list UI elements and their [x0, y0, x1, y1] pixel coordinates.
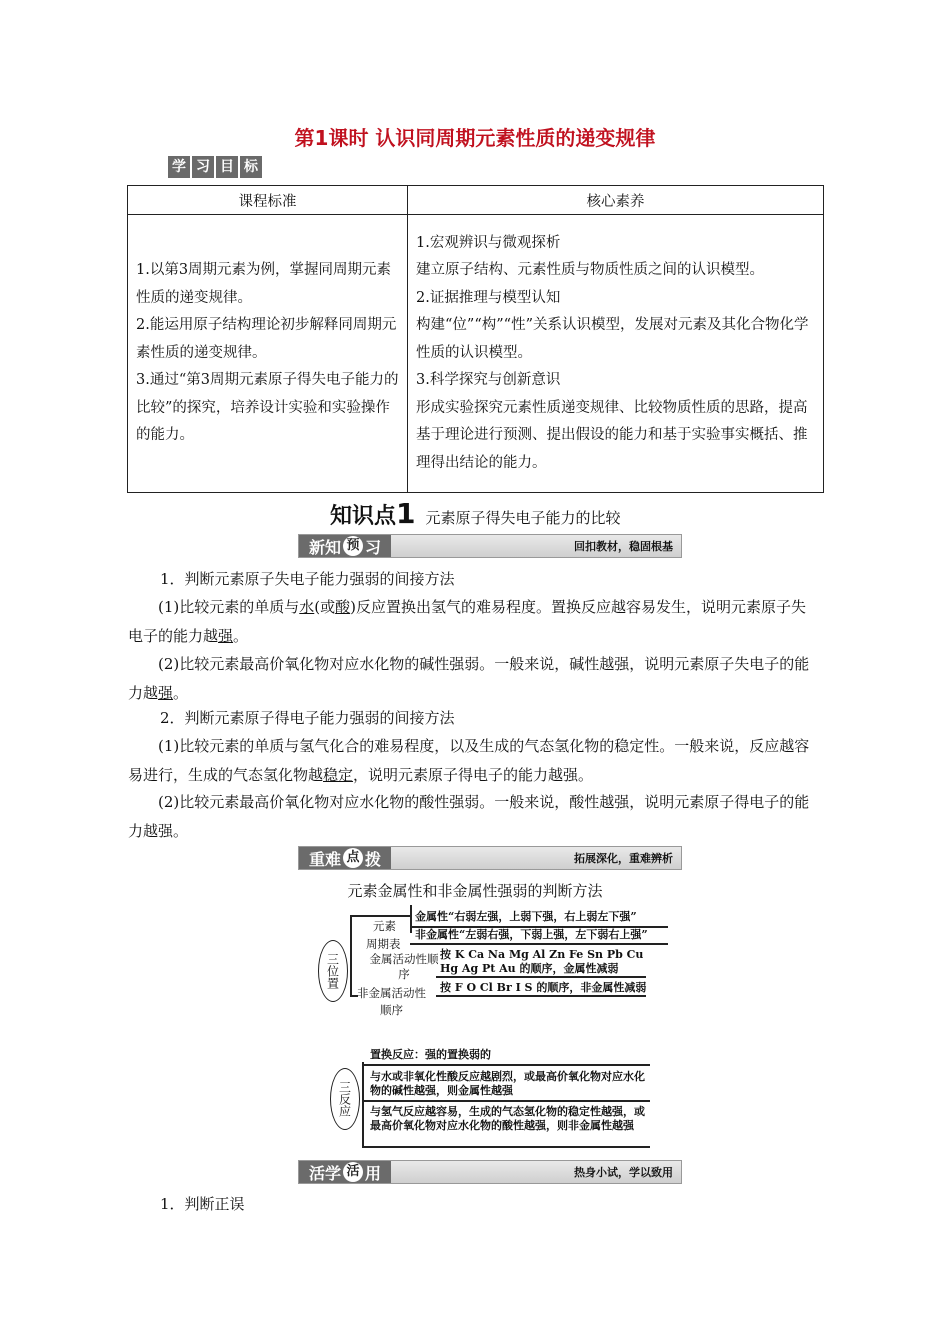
section-header	[330, 497, 621, 530]
underline	[362, 1146, 650, 1148]
section-label: 知识点1	[330, 497, 416, 530]
underline	[436, 995, 646, 997]
literacy-item: 建立原子结构、元素性质与物质性质之间的认识模型。	[416, 262, 764, 279]
banner-key-points: 重难 点 拨 拓展深化，重难辨析	[298, 846, 682, 870]
literacy-item: 3.科学探究与创新意识	[416, 372, 561, 389]
paragraph: 1．判断正误	[160, 1195, 245, 1213]
literacy-item: 形成实验探究元素性质递变规律、比较物质性质的思路，提高基于理论进行预测、提出假设的能力和基于实验事实概括、推理得出结论的能力。	[416, 399, 808, 471]
rule-displacement: 置换反应：强的置换弱的	[370, 1048, 491, 1061]
label-element: 元素	[373, 919, 396, 933]
rule-metal: 金属性“右弱左强，上弱下强，右上弱左下强”	[415, 910, 637, 923]
goals-table	[127, 185, 824, 493]
underline	[362, 1100, 650, 1102]
bracket-line	[350, 915, 352, 995]
rule-metal-order: 按 K Ca Na Mg Al Zn Fe Sn Pb Cu Hg Ag Pt Au 的顺序，金属性减弱	[440, 948, 644, 975]
section-subtitle: 元素原子得失电子能力的比较	[425, 509, 621, 527]
oval-three-reactions: 三反应	[330, 1068, 360, 1130]
curriculum-cell	[128, 215, 408, 493]
header-literacy: 核心素养	[408, 186, 824, 215]
label-periodic-table: 周期表	[366, 937, 401, 951]
paragraph: 1．判断元素原子失电子能力强弱的间接方法	[160, 570, 455, 588]
underline	[436, 976, 646, 978]
header-curriculum: 课程标准	[128, 186, 408, 215]
literacy-cell	[408, 215, 824, 493]
paragraph: (1)比较元素的单质与氢气化合的难易程度，以及生成的气态氢化物的稳定性。一般来说，反应越容易进行，生成的气态氢化物越稳定，说明元素原子得电子的能力越强。	[128, 737, 810, 784]
literacy-item: 1.宏观辨识与微观探析	[416, 234, 561, 251]
label-order: 顺序	[380, 1003, 403, 1017]
paragraph: (1)比较元素的单质与水(或酸)反应置换出氢气的难易程度。置换反应越容易发生，说明元素原子失电子的能力越强。	[128, 598, 806, 645]
badge-char: 目	[216, 156, 238, 178]
diagram-title: 元素金属性和非金属性强弱的判断方法	[347, 882, 603, 900]
page-title: 第1课时 认识同周期元素性质的递变规律	[294, 126, 656, 150]
underline	[362, 1064, 650, 1066]
rule-metallic: 与水或非氧化性酸反应越剧烈，或最高价氧化物对应水化物的碱性越强，则金属性越强	[370, 1070, 645, 1097]
badge-char: 学	[168, 156, 190, 178]
curriculum-item: 1.以第3周期元素为例，掌握同周期元素性质的递变规律。	[136, 262, 392, 306]
underline	[410, 943, 668, 945]
connector-line	[350, 915, 410, 917]
paragraph: (2)比较元素最高价氧化物对应水化物的碱性强弱。一般来说，碱性越强，说明元素原子失电子的能力越强。	[128, 655, 810, 702]
rule-nonmetal: 非金属性“左弱右强，下弱上强，左下弱右上强”	[415, 928, 648, 941]
oval-three-positions: 三位置	[318, 940, 348, 1002]
rule-nonmetallic: 与氢气反应越容易，生成的气态氢化物的稳定性越强，或最高价氧化物对应水化物的酸性越强，则非金属性越强	[370, 1105, 645, 1132]
curriculum-item: 2.能运用原子结构理论初步解释同周期元素性质的递变规律。	[136, 317, 397, 361]
label-nonmetal-activity: 非金属活动性	[357, 986, 426, 1000]
banner-preview: 新知 预 习 回扣教材，稳固根基	[298, 534, 682, 558]
banner-apply: 活学 活 用 热身小试，学以致用	[298, 1160, 682, 1184]
bracket-line	[410, 905, 412, 933]
badge-char: 标	[240, 156, 262, 178]
paragraph: (2)比较元素最高价氧化物对应水化物的酸性强弱。一般来说，酸性越强，说明元素原子得电子的能力越强。	[128, 793, 810, 840]
badge-char: 习	[192, 156, 214, 178]
paragraph: 2．判断元素原子得电子能力强弱的间接方法	[160, 709, 455, 727]
rule-nonmetal-order: 按 F O Cl Br I S 的顺序，非金属性减弱	[440, 981, 647, 994]
label-metal-activity: 金属活动性顺序	[369, 952, 439, 981]
bracket-line	[362, 1062, 364, 1147]
learning-goals-badge	[168, 156, 262, 178]
literacy-item: 构建“位”“构”“性”关系认识模型，发展对元素及其化合物化学性质的认识模型。	[416, 317, 809, 361]
curriculum-item: 3.通过“第3周期元素原子得失电子能力的比较”的探究，培养设计实验和实验操作的能力。	[136, 372, 399, 444]
literacy-item: 2.证据推理与模型认知	[416, 289, 561, 306]
